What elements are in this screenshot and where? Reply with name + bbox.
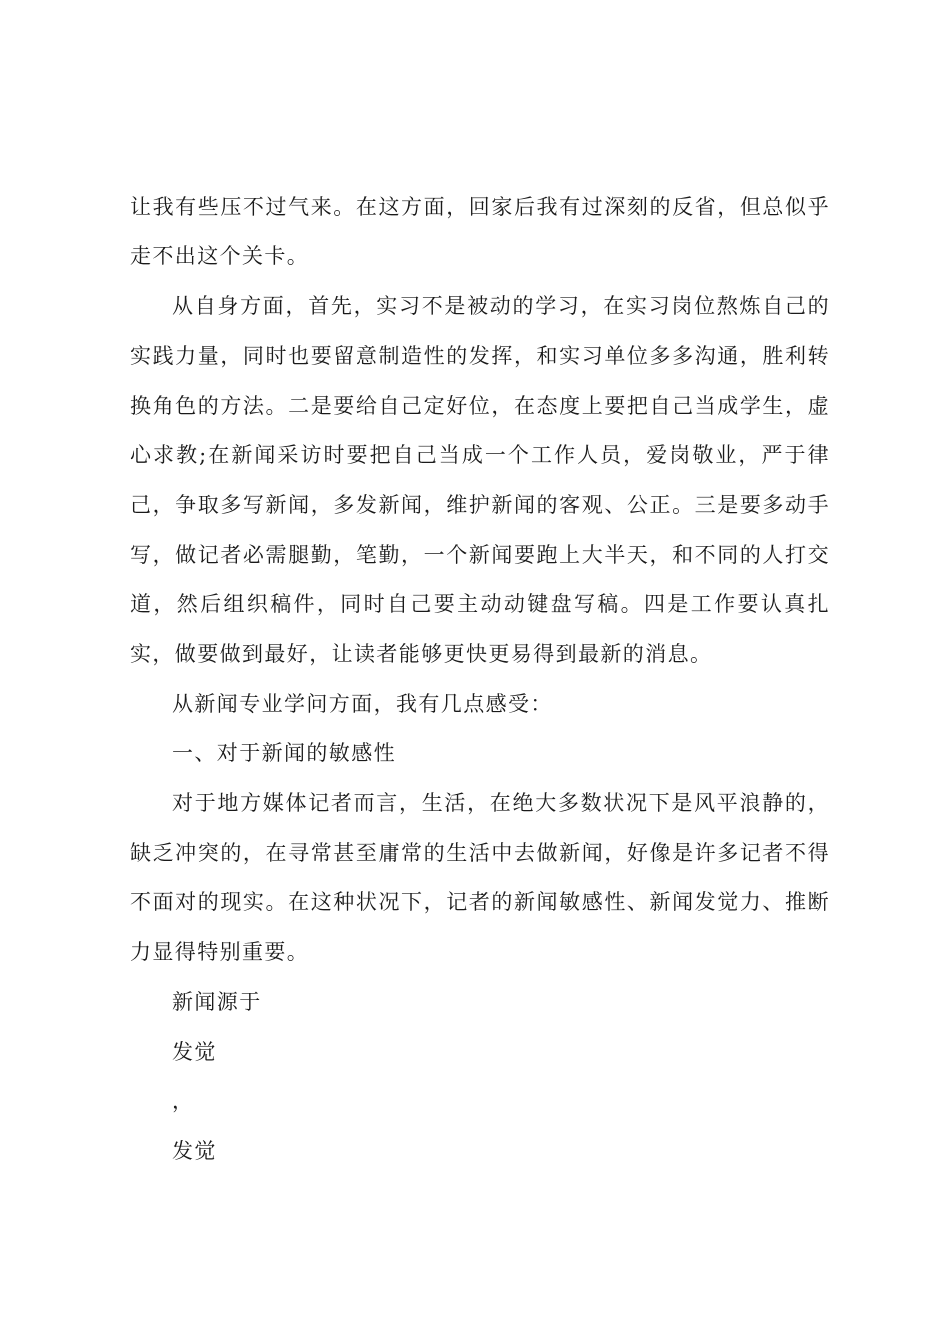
paragraph-line: 实践力量，同时也要留意制造性的发挥，和实习单位多多沟通，胜利转 [130,344,830,368]
paragraph-line: 力显得特别重要。 [130,940,310,964]
paragraph-line: 让我有些压不过气来。在这方面，回家后我有过深刻的反省，但总似乎 [130,195,830,219]
paragraph-line: 缺乏冲突的，在寻常甚至庸常的生活中去做新闻，好像是许多记者不得 [130,841,830,865]
paragraph-line: 发觉 [172,1139,217,1163]
paragraph-line: 不面对的现实。在这种状况下，记者的新闻敏感性、新闻发觉力、推断 [130,890,830,914]
section-heading: 一、对于新闻的敏感性 [172,741,396,765]
paragraph-line: 新闻源于 [172,990,262,1014]
paragraph-line: 写，做记者必需腿勤，笔勤，一个新闻要跑上大半天，和不同的人打交 [130,543,830,567]
paragraph-line: 从自身方面，首先，实习不是被动的学习，在实习岗位熬炼自己的 [172,294,830,318]
paragraph-line: 实，做要做到最好，让读者能够更快更易得到最新的消息。 [130,642,713,666]
paragraph-line: 从新闻专业学问方面，我有几点感受： [172,692,553,716]
paragraph-line: 走不出这个关卡。 [130,244,310,268]
paragraph-line: 己，争取多写新闻，多发新闻，维护新闻的客观、公正。三是要多动手 [130,493,830,517]
paragraph-line: 心求教;在新闻采访时要把自己当成一个工作人员，爱岗敬业，严于律 [130,443,830,467]
paragraph-line: 发觉 [172,1040,217,1064]
paragraph-line: 道，然后组织稿件，同时自己要主动动键盘写稿。四是工作要认真扎 [130,592,830,616]
paragraph-line: 对于地方媒体记者而言，生活，在绝大多数状况下是风平浪静的， [172,791,830,815]
paragraph-line: 换角色的方法。二是要给自己定好位，在态度上要把自己当成学生，虚 [130,394,830,418]
paragraph-line: ， [172,1089,195,1113]
